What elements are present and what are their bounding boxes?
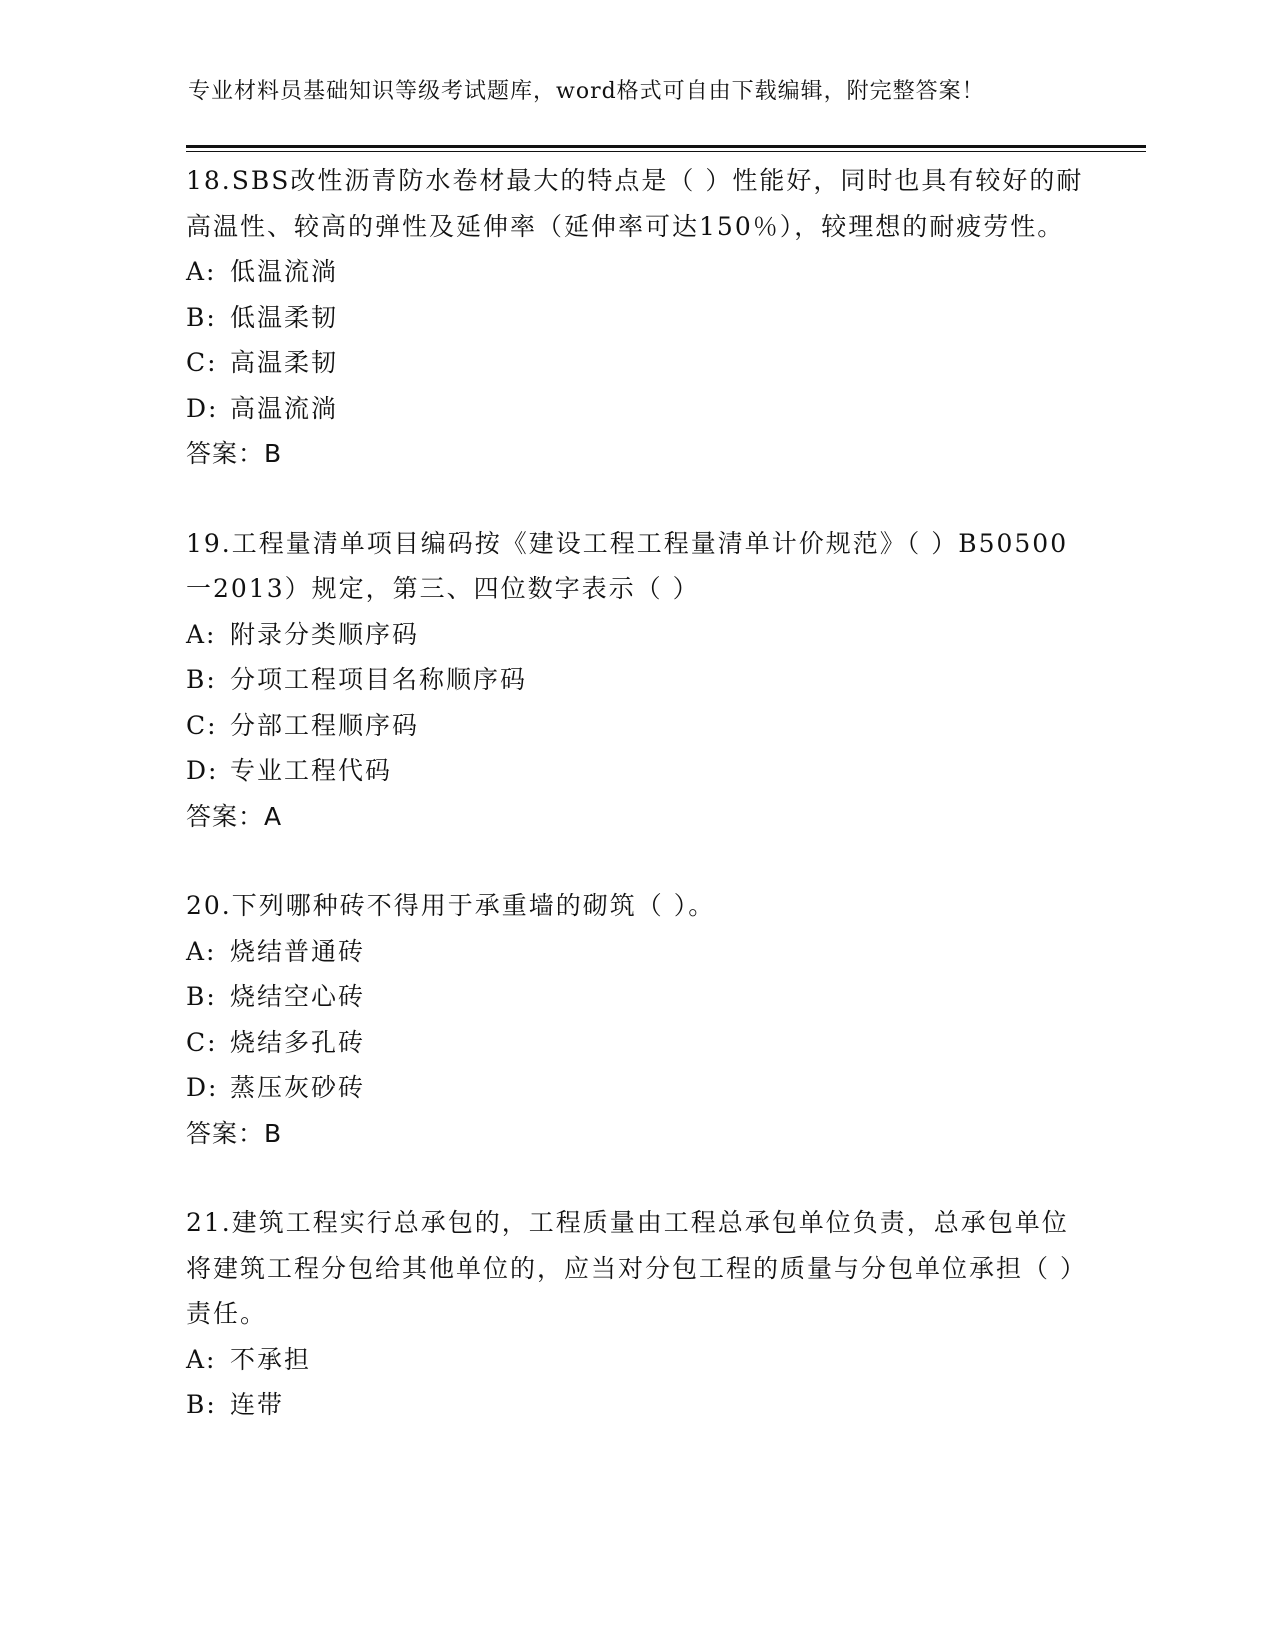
option-a	[186, 1337, 1086, 1383]
option-letter: C:	[186, 348, 218, 377]
option-letter: B:	[186, 665, 217, 694]
option-text: 低温流淌	[230, 257, 339, 286]
question-stem: 20.下列哪种砖不得用于承重墙的砌筑（ ）。	[186, 891, 716, 920]
option-letter: A:	[186, 257, 217, 286]
question-18	[186, 158, 1086, 477]
option-c	[186, 340, 1086, 386]
header-rule-thick	[186, 145, 1146, 148]
option-letter: B:	[186, 982, 217, 1011]
option-text: 低温柔韧	[230, 302, 339, 332]
option-text: 高温柔韧	[230, 348, 339, 377]
option-b	[186, 1382, 1086, 1428]
option-letter: A:	[186, 936, 217, 966]
option-a	[186, 929, 1086, 975]
option-text: 分项工程项目名称顺序码	[230, 665, 528, 694]
option-c	[186, 703, 1086, 749]
option-letter: C:	[186, 710, 218, 740]
option-letter: D:	[186, 1073, 219, 1102]
option-letter: C:	[186, 1027, 218, 1057]
option-text: 分部工程顺序码	[230, 710, 420, 740]
option-text: 烧结多孔砖	[230, 1027, 366, 1057]
option-text: 专业工程代码	[230, 756, 393, 785]
header-rule-thin	[186, 151, 1146, 152]
option-letter: A:	[186, 619, 217, 649]
question-19	[186, 521, 1086, 840]
option-d	[186, 748, 1086, 794]
question-21	[186, 1200, 1086, 1428]
question-list	[186, 158, 1086, 1472]
option-text: 烧结普通砖	[230, 936, 366, 966]
option-d	[186, 1065, 1086, 1111]
option-text: 不承担	[230, 1344, 312, 1374]
option-letter: A:	[186, 1344, 217, 1374]
question-stem: 19.工程量清单项目编码按《建设工程工程量清单计价规范》（ ）B50500一2013）规定，第三、四位数字表示（ ）	[186, 528, 1069, 603]
option-d	[186, 386, 1086, 432]
question-stem: 21.建筑工程实行总承包的，工程质量由工程总承包单位负责，总承包单位将建筑工程分包给其他单位的，应当对分包工程的质量与分包单位承担（ ）责任。	[186, 1208, 1075, 1328]
option-letter: D:	[186, 756, 219, 785]
answer-line: 答案：B	[186, 1118, 283, 1148]
option-letter: B:	[186, 302, 217, 332]
question-stem: 18.SBS改性沥青防水卷材最大的特点是（ ）性能好，同时也具有较好的耐高温性、较高的弹性及延伸率（延伸率可达150％），较理想的耐疲劳性。	[186, 166, 1084, 241]
option-b	[186, 657, 1086, 703]
option-letter: D:	[186, 393, 219, 423]
option-letter: B:	[186, 1390, 217, 1419]
option-text: 高温流淌	[230, 393, 339, 423]
question-20	[186, 883, 1086, 1156]
option-text: 连带	[230, 1390, 285, 1419]
option-text: 附录分类顺序码	[230, 619, 420, 649]
option-c	[186, 1020, 1086, 1066]
option-b	[186, 295, 1086, 341]
option-text: 蒸压灰砂砖	[230, 1073, 366, 1102]
option-a	[186, 612, 1086, 658]
answer-line: 答案：A	[186, 801, 283, 831]
option-b	[186, 974, 1086, 1020]
option-text: 烧结空心砖	[230, 982, 366, 1011]
answer-line: 答案：B	[186, 439, 283, 468]
page-header: 专业材料员基础知识等级考试题库，word格式可自由下载编辑，附完整答案！	[188, 79, 985, 104]
option-a	[186, 249, 1086, 295]
